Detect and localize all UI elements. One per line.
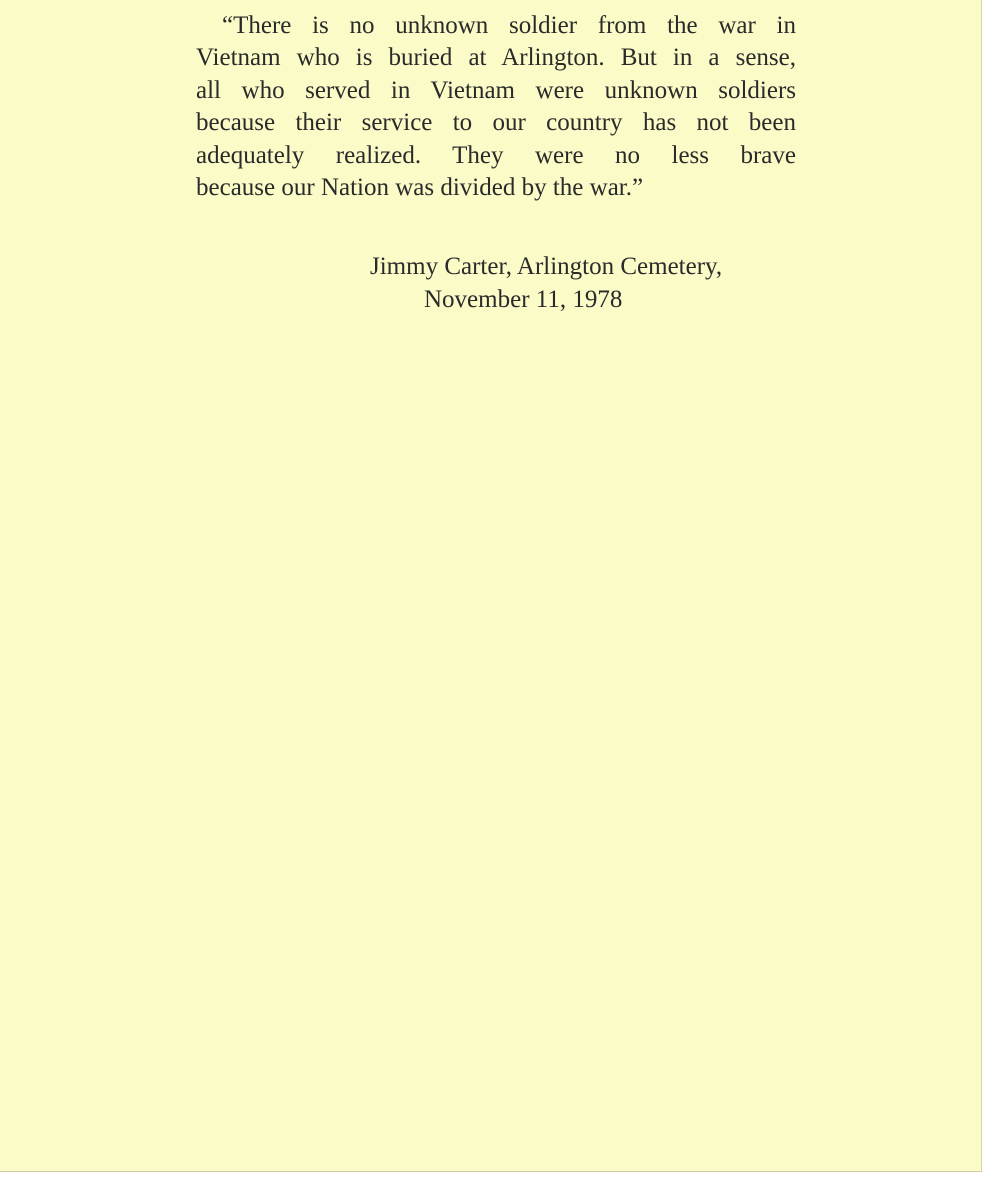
quote-line: “There is no unknown soldier from the war in (222, 12, 796, 39)
quote-line: all who served in Vietnam were unknown soldiers (196, 76, 796, 104)
attribution (370, 250, 810, 316)
attribution-source: Jimmy Carter, Arlington Cemetery, (370, 253, 723, 280)
quote-line: Vietnam who is buried at Arlington. But in a sense, (196, 44, 796, 72)
attribution-date: November 11, 1978 (424, 286, 623, 313)
quote-line: because our Nation was divided by the war.” (196, 174, 644, 202)
quote-line: because their service to our country has not been (196, 109, 796, 137)
quote-block (196, 10, 796, 204)
quote-line: adequately realized. They were no less brave (196, 141, 796, 169)
